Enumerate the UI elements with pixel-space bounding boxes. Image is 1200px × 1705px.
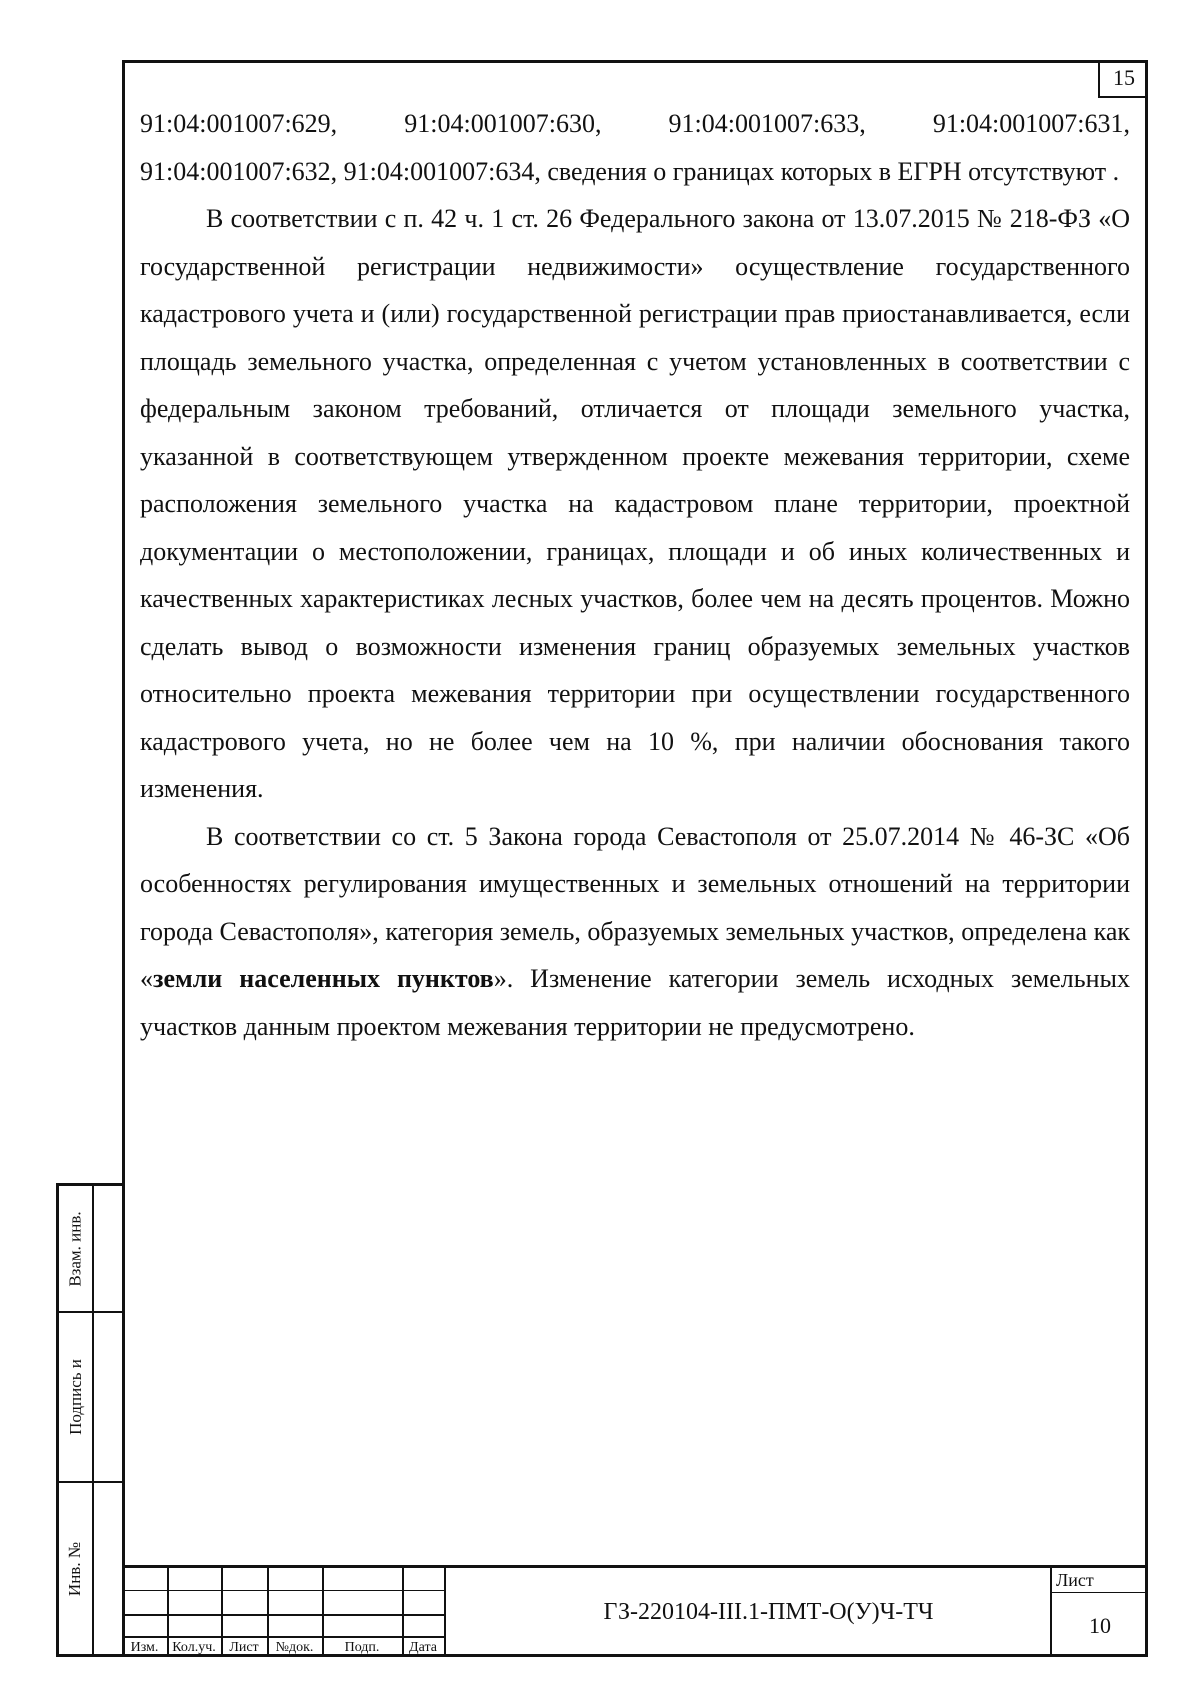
document-body: [140, 100, 1130, 1050]
paragraph-3: [140, 813, 1130, 1051]
paragraph-3-start: В соответствии со ст. 5 Закона города Севастополя от 25.07.2014 № 46-ЗС «Об особенностях регулирования имущественных и земельных отношений на территории города Севастополя», категория земель, образуемых земельных участков, определена как «: [140, 821, 1130, 993]
paragraph-1: 91:04:001007:629, 91:04:001007:630, 91:04:001007:633, 91:04:001007:631, 91:04:001007:632, 91:04:001007:634, сведения о границах которых в ЕГРН отсутствуют .: [140, 109, 1130, 186]
col-koluch: Кол.уч.: [172, 1640, 216, 1655]
podpis-label: Подпись и: [65, 1359, 85, 1435]
sheet-label: Лист: [1056, 1570, 1094, 1590]
sheet-number: 10: [1089, 1612, 1111, 1638]
land-category-bold: земли населенных пунктов: [153, 964, 494, 993]
side-stamp-column: [56, 1183, 125, 1657]
col-podp: Подп.: [344, 1640, 380, 1655]
col-izm: Изм.: [130, 1640, 159, 1655]
vzam-inv-label: Взам. инв.: [65, 1210, 85, 1287]
inv-no-label: Инв. №: [65, 1541, 85, 1596]
page-number: 15: [1098, 60, 1148, 98]
col-ndok: №док.: [275, 1640, 314, 1655]
title-block: [122, 1565, 1148, 1657]
paragraph-2: В соответствии с п. 42 ч. 1 ст. 26 Федерального закона от 13.07.2015 № 218-ФЗ «О государственной регистрации недвижимости» осуществление государственного кадастрового учета и (или) государственной регистрации прав приостанавливается, если площадь земельного участка, определенная с учетом установленных в соответствии с федеральным законом требований, отличается от площади земельного участка, указанной в соответствующем утвержденном проекте межевания территории, схеме расположения земельного участка на кадастровом плане территории, проектной документации о местоположении, границах, площади и об иных количественных и качественных характеристиках лесных участков, более чем на десять процентов. Можно сделать вывод о возможности изменения границ образуемых земельных участков относительно проекта межевания территории при осуществлении государственного кадастрового учета, но не более чем на 10 %, при наличии обоснования такого изменения.: [140, 204, 1130, 803]
document-code: ГЗ-220104-III.1-ПМТ-О(У)Ч-ТЧ: [603, 1599, 934, 1625]
col-data: Дата: [409, 1640, 437, 1655]
paragraph-3-end: ». Изменение категории земель исходных земельных участков данным проектом межевания территории не предусмотрено.: [140, 964, 1131, 1041]
col-list: Лист: [229, 1640, 259, 1655]
